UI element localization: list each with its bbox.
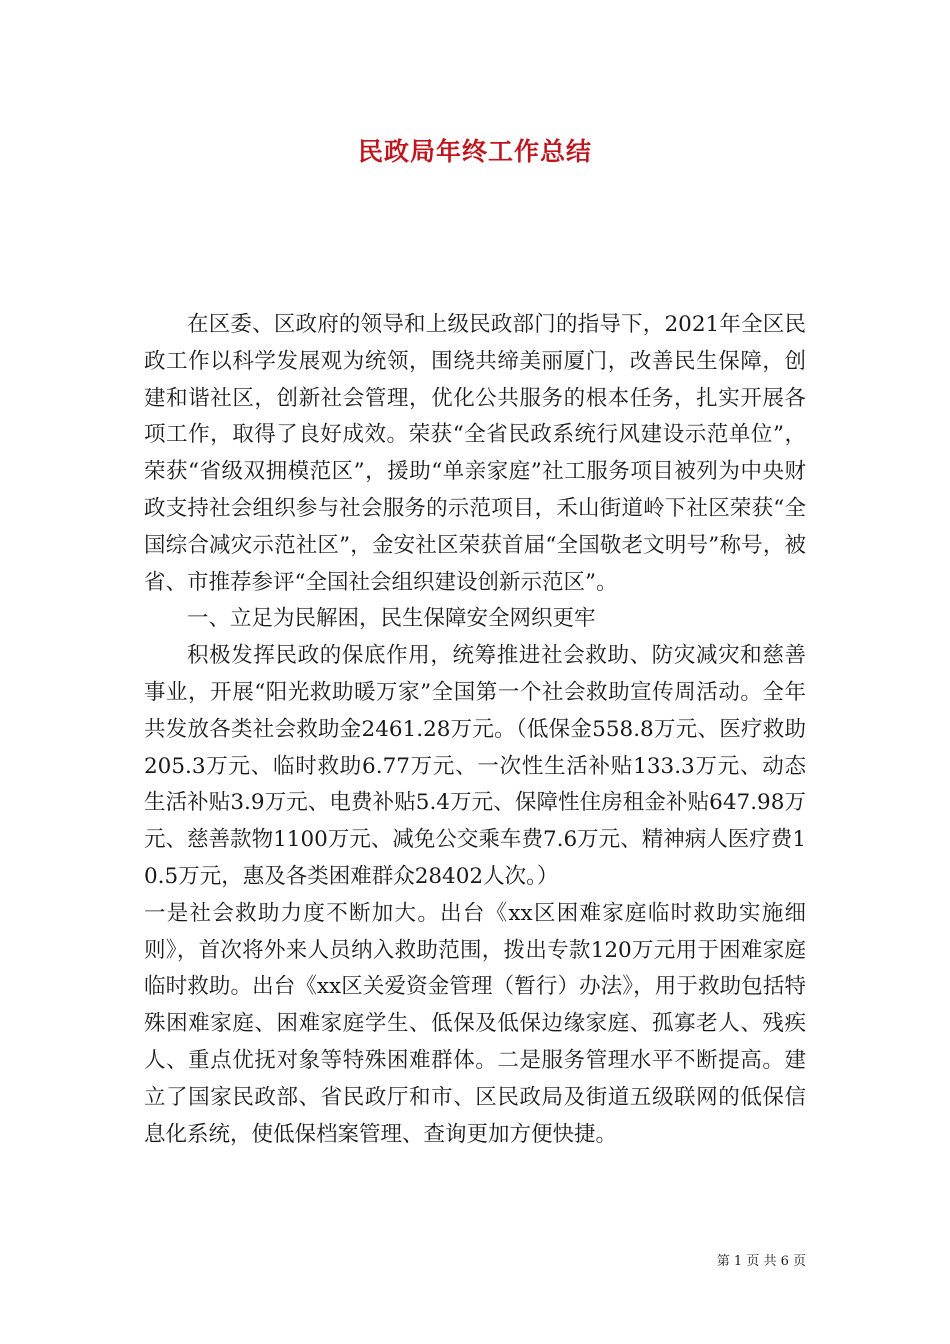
section-paragraph: 积极发挥民政的保底作用，统筹推进社会救助、防灾减灾和慈善事业，开展“阳光救助暖万家”全国第一个社会救助宣传周活动。全年共发放各类社会救助金2461.28万元。（低保金558.8万元、医疗救助205.3万元、临时救助6.77万元、一次性生活补贴133.3万元、动态生活补贴3.9万元、电费补贴5.4万元、保障性住房租金补贴647.98万元、慈善款物1100万元、减免公交乘车费7.6万元、精神病人医疗费10.5万元，惠及各类困难群众28402人次。） xyxy=(144,643,806,889)
document-title: 民政局年终工作总结 xyxy=(357,137,592,166)
detail-paragraph: 一是社会救助力度不断加大。出台《xx区困难家庭临时救助实施细则》，首次将外来人员纳入救助范围，拨出专款120万元用于困难家庭临时救助。出台《xx区关爱资金管理（暂行）办法》，用于救助包括特殊困难家庭、困难家庭学生、低保及低保边缘家庭、孤寡老人、残疾人、重点优抚对象等特殊困难群体。二是服务管理水平不断提高。建立了国家民政部、省民政厅和市、区民政局及街道五级联网的低保信息化系统，使低保档案管理、查询更加方便快捷。 xyxy=(144,900,806,1147)
page-number: 第 1 页 共 6 页 xyxy=(716,1254,806,1269)
section-heading: 一、立足为民解困，民生保障安全网织更牢 xyxy=(187,606,596,632)
intro-paragraph: 在区委、区政府的领导和上级民政部门的指导下，2021年全区民政工作以科学发展观为统领，围绕共缔美丽厦门，改善民生保障，创建和谐社区，创新社会管理，优化公共服务的根本任务，扎实开展各项工作，取得了良好成效。荣获“全省民政系统行风建设示范单位”，荣获“省级双拥模范区”，援助“单亲家庭”社工服务项目被列为中央财政支持社会组织参与社会服务的示范项目，禾山街道岭下社区荣获“全国综合减灾示范社区”，金安社区荣获首届“全国敬老文明号”称号，被省、市推荐参评“全国社会组织建设创新示范区”。 xyxy=(144,312,806,595)
document-body xyxy=(144,307,806,1153)
